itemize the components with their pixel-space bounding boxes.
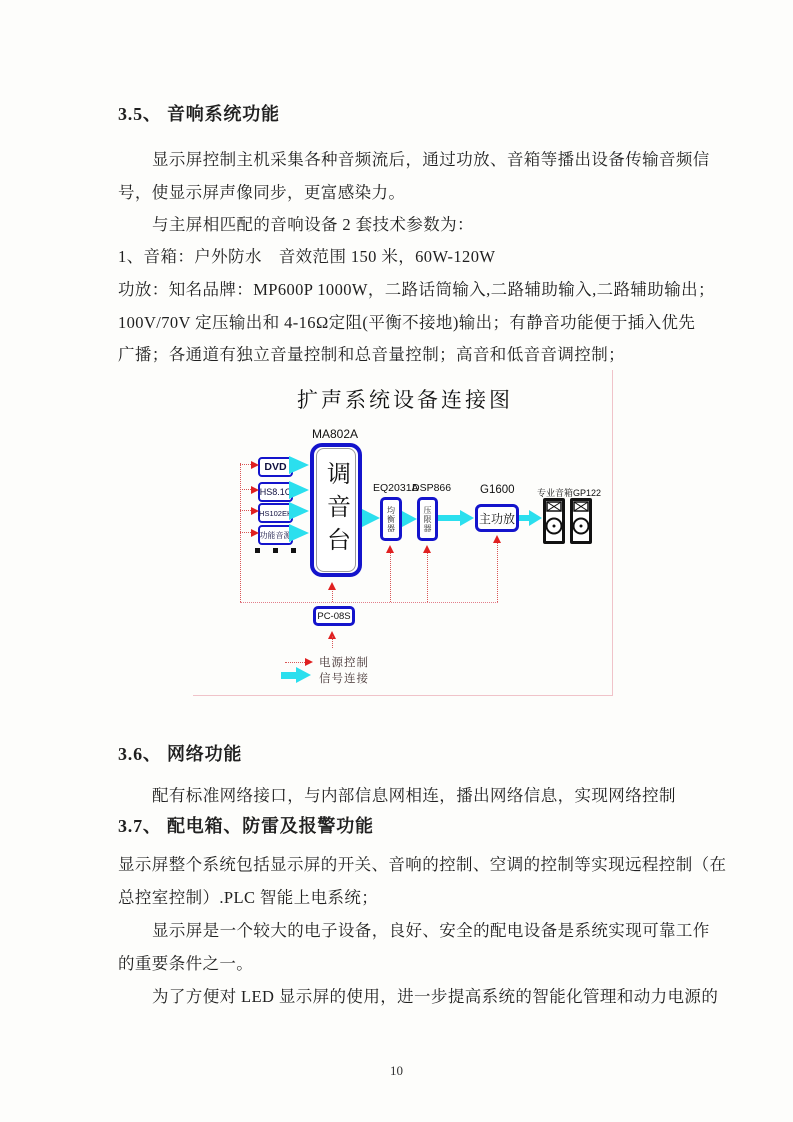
para-3-7-line: 显示屏是一个较大的电子设备，良好、安全的配电设备是系统实现可靠工作 (152, 921, 710, 940)
legend-power-line (285, 662, 305, 663)
heading-3-7: 3.7、 配电箱、防雷及报警功能 (118, 816, 374, 836)
mixer-box (310, 443, 362, 577)
mixer-name: 调音台 (322, 460, 350, 560)
signal-arrow (289, 456, 309, 474)
signal-arrow (529, 510, 542, 526)
heading-3-5: 3.5、 音响系统功能 (118, 104, 280, 124)
image-frame-bottom (193, 695, 613, 696)
audio-connection-diagram (185, 370, 617, 700)
power-line-horizontal (240, 602, 498, 603)
power-line (332, 636, 333, 648)
power-line (390, 551, 391, 602)
power-line (497, 541, 498, 602)
source-label: DVD (264, 461, 287, 473)
amp-model-label: G1600 (480, 484, 515, 496)
compressor-name: 压限器 (423, 505, 432, 533)
power-line (332, 588, 333, 602)
power-line (240, 464, 251, 465)
para-3-7-line: 显示屏整个系统包括显示屏的开关、音响的控制、空调的控制等实现远程控制（在 (118, 855, 727, 874)
signal-arrow (289, 481, 309, 499)
para-3-6-line: 配有标准网络接口，与内部信息网相连，播出网络信息，实现网络控制 (152, 786, 676, 805)
para-3-5-line: 号，使显示屏声像同步，更富感染力。 (118, 183, 406, 202)
equalizer-name: 均衡器 (386, 505, 396, 533)
power-arrowhead (251, 529, 262, 537)
legend-power-arrowhead (305, 658, 316, 666)
signal-arrow (362, 509, 380, 527)
power-line (240, 510, 251, 511)
power-arrowhead (423, 542, 431, 553)
more-sources-ellipsis (255, 548, 296, 553)
mixer-model-label: MA802A (312, 427, 359, 441)
legend-signal-label: 信号连接 (319, 673, 369, 685)
power-line (240, 532, 251, 533)
dsp-model-label: DSP866 (412, 482, 452, 494)
legend-signal-arrowhead (296, 667, 311, 683)
signal-arrow (460, 510, 474, 526)
compressor-box (417, 497, 438, 541)
source-label: 功能音源 (259, 530, 292, 540)
signal-arrow-stem (518, 515, 529, 521)
para-3-5-line: 显示屏控制主机采集各种音频流后，通过功放、音箱等播出设备传输音频信 (152, 150, 710, 169)
power-line (240, 489, 251, 490)
power-arrowhead (328, 579, 336, 590)
para-3-5-line: 100V/70V 定压输出和 4-16Ω定阻(平衡不接地)输出；有静音功能便于插入优先 (118, 313, 696, 332)
power-arrowhead (386, 542, 394, 553)
image-frame-right (612, 370, 613, 695)
signal-arrow (289, 524, 309, 542)
power-controller-box (313, 606, 355, 626)
power-controller-label: PC-08S (317, 610, 351, 622)
source-label: HS8.1C (259, 487, 292, 497)
para-3-7-line: 为了方便对 LED 显示屏的使用，进一步提高系统的智能化管理和动力电源的 (152, 987, 719, 1006)
signal-arrow-stem (438, 515, 460, 521)
source-box-dvd (258, 457, 293, 477)
source-box-aux (258, 525, 293, 545)
heading-3-6: 3.6、 网络功能 (118, 744, 243, 764)
para-3-5-line: 与主屏相匹配的音响设备 2 套技术参数为： (152, 215, 474, 234)
signal-arrow (289, 502, 309, 520)
speaker-label: 专业音箱GP122 (537, 488, 602, 498)
para-3-5-line: 功放：知名品牌：MP600P 1000W，二路话筒输入,二路辅助输入,二路辅助输出； (118, 280, 715, 299)
para-3-5-line: 1、音箱：户外防水 音效范围 150 米，60W-120W (118, 247, 496, 266)
mixer-box-inner (316, 448, 356, 572)
power-arrowhead (251, 507, 262, 515)
amplifier-name: 主功放 (478, 511, 515, 526)
equalizer-box (380, 497, 402, 541)
source-label: HS102EK (259, 508, 292, 518)
legend-signal-stem (281, 672, 296, 679)
eq-model-label: EQ2031A (373, 482, 419, 494)
signal-arrow (402, 511, 417, 527)
power-line (427, 551, 428, 602)
power-arrowhead (493, 532, 501, 543)
speaker-icon (570, 498, 592, 544)
source-box-hs81c (258, 482, 293, 502)
amplifier-box (475, 504, 519, 532)
page-number: 10 (390, 1063, 403, 1078)
para-3-7-line: 的重要条件之一。 (118, 954, 254, 973)
para-3-5-line: 广播；各通道有独立音量控制和总音量控制；高音和低音音调控制； (118, 345, 625, 364)
source-box-hs102ek (258, 503, 293, 523)
speaker-icon (543, 498, 565, 544)
diagram-title: 扩声系统设备连接图 (297, 389, 513, 412)
legend-power-label: 电源控制 (319, 657, 369, 669)
power-arrowhead (251, 486, 262, 494)
power-arrowhead (251, 461, 262, 469)
para-3-7-line: 总控室控制）.PLC 智能上电系统； (118, 888, 379, 907)
